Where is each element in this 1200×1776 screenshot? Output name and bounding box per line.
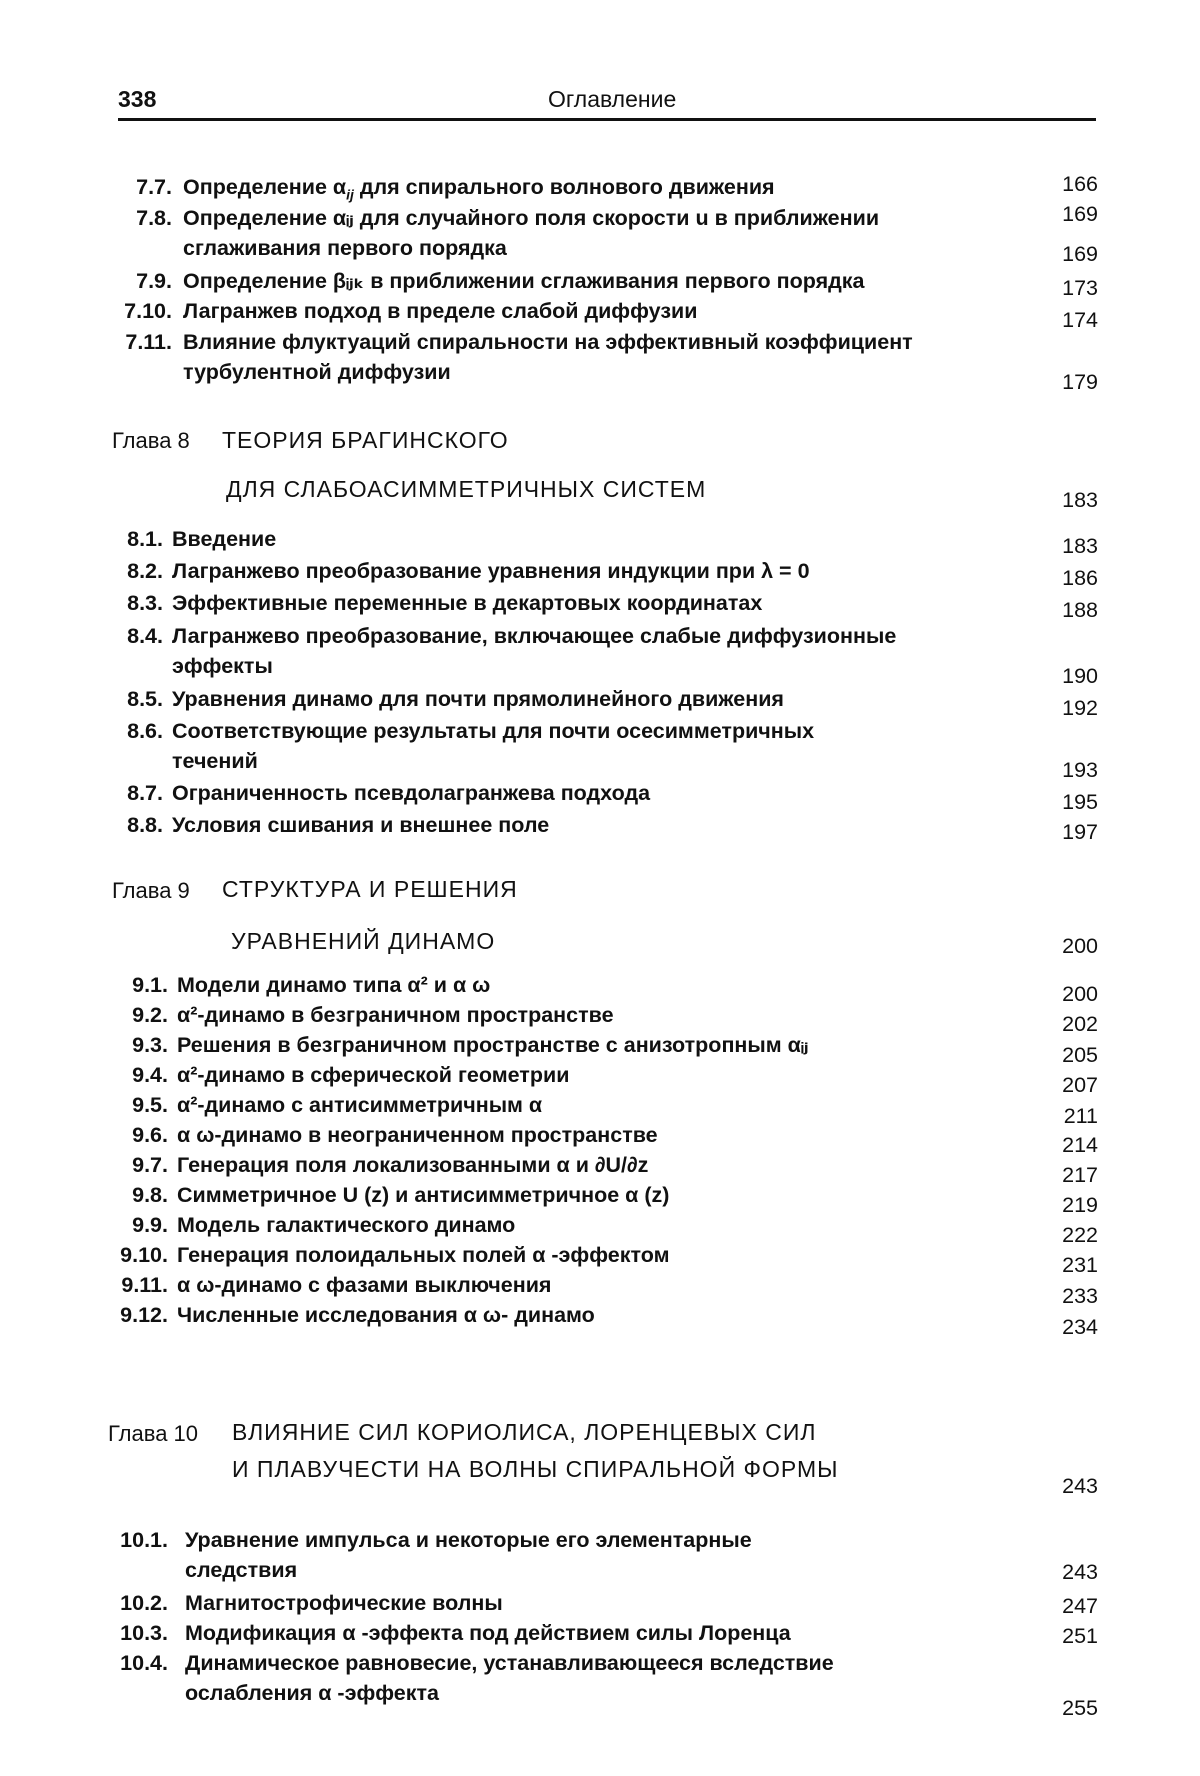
toc-entry-number: 10.4. xyxy=(120,1651,168,1675)
chapter-label: Глава 10 xyxy=(108,1421,199,1446)
toc-page-number: 243 xyxy=(1062,1560,1098,1584)
toc-entry-number: 9.9. xyxy=(132,1213,168,1237)
toc-page-number: 243 xyxy=(1062,1474,1098,1498)
toc-entry-title: Условия сшивания и внешнее поле xyxy=(172,813,550,837)
toc-entry-title: Динамическое равновесие, устанавливающееся вследствие xyxy=(185,1651,834,1675)
toc-entry-number: 8.5. xyxy=(127,687,163,711)
toc-page-number: 190 xyxy=(1062,664,1098,688)
toc-entry-title: Эффективные переменные в декартовых координатах xyxy=(172,591,763,615)
toc-page-number: 234 xyxy=(1062,1315,1098,1339)
toc-page-number: 173 xyxy=(1062,276,1098,300)
toc-entry-title: Генерация поля локализованными α и ∂U/∂z xyxy=(177,1153,649,1177)
toc-entry-number: 8.8. xyxy=(127,813,163,837)
toc-entry-title: Решения в безграничном пространстве с анизотропным αᵢⱼ xyxy=(177,1033,809,1057)
toc-page-number: 186 xyxy=(1062,566,1098,590)
toc-page-number: 211 xyxy=(1063,1104,1098,1128)
toc-page-number: 174 xyxy=(1062,308,1098,332)
toc-entry-title: Лагранжево преобразование уравнения индукции при λ = 0 xyxy=(172,559,810,583)
toc-page-number: 183 xyxy=(1062,534,1098,558)
toc-entry-number: 9.6. xyxy=(132,1123,168,1147)
toc-entry-title: Уравнение импульса и некоторые его элементарные xyxy=(185,1528,752,1552)
toc-entry-title-continued: ослабления α -эффекта xyxy=(185,1681,439,1705)
toc-entry-number: 8.3. xyxy=(127,591,163,615)
toc-entry-number: 8.7. xyxy=(127,781,163,805)
chapter-title: ВЛИЯНИЕ СИЛ КОРИОЛИСА, ЛОРЕНЦЕВЫХ СИЛ xyxy=(232,1419,817,1445)
toc-entry-title: Лагранжево преобразование, включающее слабые диффузионные xyxy=(172,624,897,648)
toc-entry-title: Определение α xyxy=(183,175,347,199)
toc-entry-number: 9.1. xyxy=(132,973,168,997)
toc-entry-number: 9.11. xyxy=(121,1273,168,1297)
toc-entry-title: Ограниченность псевдолагранжева подхода xyxy=(172,781,651,805)
toc-page-number: 179 xyxy=(1062,370,1098,394)
chapter-title: СТРУКТУРА И РЕШЕНИЯ xyxy=(222,876,518,902)
toc-page-number: 200 xyxy=(1062,934,1098,958)
toc-entry-number: 9.7. xyxy=(132,1153,168,1177)
toc-entry-title: α²-динамо с антисимметричным α xyxy=(177,1093,543,1117)
toc-entry-title: Введение xyxy=(172,527,277,551)
toc-page-number: 231 xyxy=(1062,1253,1098,1277)
toc-entry-title: Модификация α -эффекта под действием силы Лоренца xyxy=(185,1621,791,1645)
chapter-label: Глава 8 xyxy=(112,428,190,453)
toc-entry-title-continued: следствия xyxy=(185,1558,298,1582)
toc-entry-number: 9.8. xyxy=(132,1183,168,1207)
toc-page-number: 202 xyxy=(1062,1012,1098,1036)
toc-page-number: 193 xyxy=(1062,758,1098,782)
toc-entry-title: Магнитострофические волны xyxy=(185,1591,503,1615)
toc-entry-title: α²-динамо в сферической геометрии xyxy=(177,1063,570,1087)
toc-page-number: 183 xyxy=(1062,488,1098,512)
toc-entry-number: 9.2. xyxy=(132,1003,168,1027)
toc-entry-title: α²-динамо в безграничном пространстве xyxy=(177,1003,614,1027)
toc-page-number: 192 xyxy=(1062,696,1098,720)
table-of-contents: 7.7. Определение $\alpha_{ij}$ для спирального волнового движения 166 7.8. Определение αᵢⱼ для случайного поля скорости u в приближении сглаживания первого порядка 169 169 7.9. Определение βᵢⱼₖ в приближении сглаживания первого порядка 173 7.10. Лагранжев подход в пределе слабой диффузии 174 7.11. Влияние флуктуаций спиральности на эффективный коэффициент турбулентной диффузии 179 Глава 8 ТЕОРИЯ БРАГИНСКОГО ДЛЯ СЛАБОАСИММЕТРИЧНЫХ СИСТЕМ 183 8.1. Введение 183 8.2. Лагранжево преобразование уравнения индукции при λ = 0 186 8.3. Эффективные переменные в декартовых координатах 188 8.4. Лагранжево преобразование, включающее слабые диффузионные эффекты 190 8.5. Уравнения динамо для почти прямолинейного движения 192 8.6. Соответствующие результаты для почти осесимметричных течений 193 8.7. Ограниченность псевдолагранжева подхода 195 8.8. Условия сшивания и внешнее поле 197 Глава 9 СТРУКТУРА И РЕШЕНИЯ УРАВНЕНИЙ ДИНАМО 200 9.1. Модели динамо типа α² и α ω 200 9.2. α²-динамо в безграничном пространстве 202 9.3. Решения в безграничном пространстве с анизотропным αᵢⱼ 205 9.4. α²-динамо в сферической геометрии 207 9.5. α²-динамо с антисимметричным α 211 9.6. α ω-динамо в неограниченном пространстве 214 9.7. Генерация поля локализованными α и ∂U/∂z 217 9.8. Симметричное U (z) и антисимметричное α (z) 219 9.9. Модель галактического динамо 222 9.10. Генерация полоидальных полей α -эффектом 231 9.11. α ω-динамо с фазами выключения 233 9.12. Численные исследования α ω- динамо 234 Глава 10 ВЛИЯНИЕ СИЛ КОРИОЛИСА, ЛОРЕНЦЕВЫХ СИЛ И ПЛАВУЧЕСТИ НА ВОЛНЫ СПИРАЛЬНОЙ ФОРМЫ 243 10.1. Уравнение импульса и некоторые его элементарные следствия 243 10.2. Магнитострофические волны 247 10.3. Модификация α -эффекта под действием силы Лоренца 251 10.4. Динамическое равновесие, устанавливающееся вследствие ослабления α -эффекта 255 xyxy=(0,0,1200,1776)
toc-entry-title: Численные исследования α ω- динамо xyxy=(177,1303,595,1327)
toc-page-number: 214 xyxy=(1062,1133,1098,1157)
toc-page-number: 169 xyxy=(1062,202,1098,226)
toc-page-number: 169 xyxy=(1062,242,1098,266)
toc-page-number: 197 xyxy=(1062,820,1098,844)
toc-page-number: 195 xyxy=(1062,790,1098,814)
page-number: 338 xyxy=(118,86,157,112)
chapter-title: ДЛЯ СЛАБОАСИММЕТРИЧНЫХ СИСТЕМ xyxy=(226,476,707,502)
toc-entry-number: 9.10. xyxy=(120,1243,168,1267)
toc-page-number: 217 xyxy=(1062,1163,1098,1187)
toc-page-number: 251 xyxy=(1062,1624,1098,1648)
toc-entry-number: 9.12. xyxy=(120,1303,168,1327)
toc-entry-number: 9.4. xyxy=(132,1063,168,1087)
toc-entry-number: 9.5. xyxy=(132,1093,168,1117)
toc-entry-title: α ω-динамо в неограниченном пространстве xyxy=(177,1123,658,1147)
toc-entry-title: Генерация полоидальных полей α -эффектом xyxy=(177,1243,670,1267)
toc-page-number: 200 xyxy=(1062,982,1098,1006)
toc-entry-number: 8.4. xyxy=(127,624,163,648)
running-title: Оглавление xyxy=(548,86,677,112)
toc-page-number: 205 xyxy=(1062,1043,1098,1067)
chapter-label: Глава 9 xyxy=(112,878,190,903)
toc-entry-number: 10.2. xyxy=(120,1591,168,1615)
chapter-title: ТЕОРИЯ БРАГИНСКОГО xyxy=(222,427,509,453)
toc-page-number: 247 xyxy=(1062,1594,1098,1618)
toc-entry-number: 10.1. xyxy=(120,1528,168,1552)
toc-entry-title: Уравнения динамо для почти прямолинейного движения xyxy=(172,687,784,711)
toc-entry-number: 10.3. xyxy=(120,1621,168,1645)
toc-entry-number: 8.6. xyxy=(127,719,163,743)
toc-page-number: 219 xyxy=(1062,1193,1098,1217)
chapter-title: И ПЛАВУЧЕСТИ НА ВОЛНЫ СПИРАЛЬНОЙ ФОРМЫ xyxy=(232,1456,839,1482)
toc-entry-title-continued: течений xyxy=(172,749,258,773)
toc-page-number: 233 xyxy=(1062,1284,1098,1308)
toc-entry-number: 9.3. xyxy=(132,1033,168,1057)
toc-page-number: 188 xyxy=(1062,598,1098,622)
toc-entry-title: Симметричное U (z) и антисимметричное α (z) xyxy=(177,1183,670,1207)
toc-page-number: 166 xyxy=(1062,172,1098,196)
toc-entry-title: Соответствующие результаты для почти осесимметричных xyxy=(172,719,815,743)
toc-entry-title: α ω-динамо с фазами выключения xyxy=(177,1273,552,1297)
toc-page-number: 222 xyxy=(1062,1223,1098,1247)
toc-entry-title: Модели динамо типа α² и α ω xyxy=(177,973,491,997)
toc-entry-title: Модель галактического динамо xyxy=(177,1213,516,1237)
chapter-title: УРАВНЕНИЙ ДИНАМО xyxy=(231,928,496,954)
toc-entry-number: 8.2. xyxy=(127,559,163,583)
toc-entry-number: 8.1. xyxy=(127,527,163,551)
toc-page-number: 255 xyxy=(1062,1696,1098,1720)
toc-page-number: 207 xyxy=(1062,1073,1098,1097)
toc-entry-title-continued: эффекты xyxy=(172,654,273,678)
